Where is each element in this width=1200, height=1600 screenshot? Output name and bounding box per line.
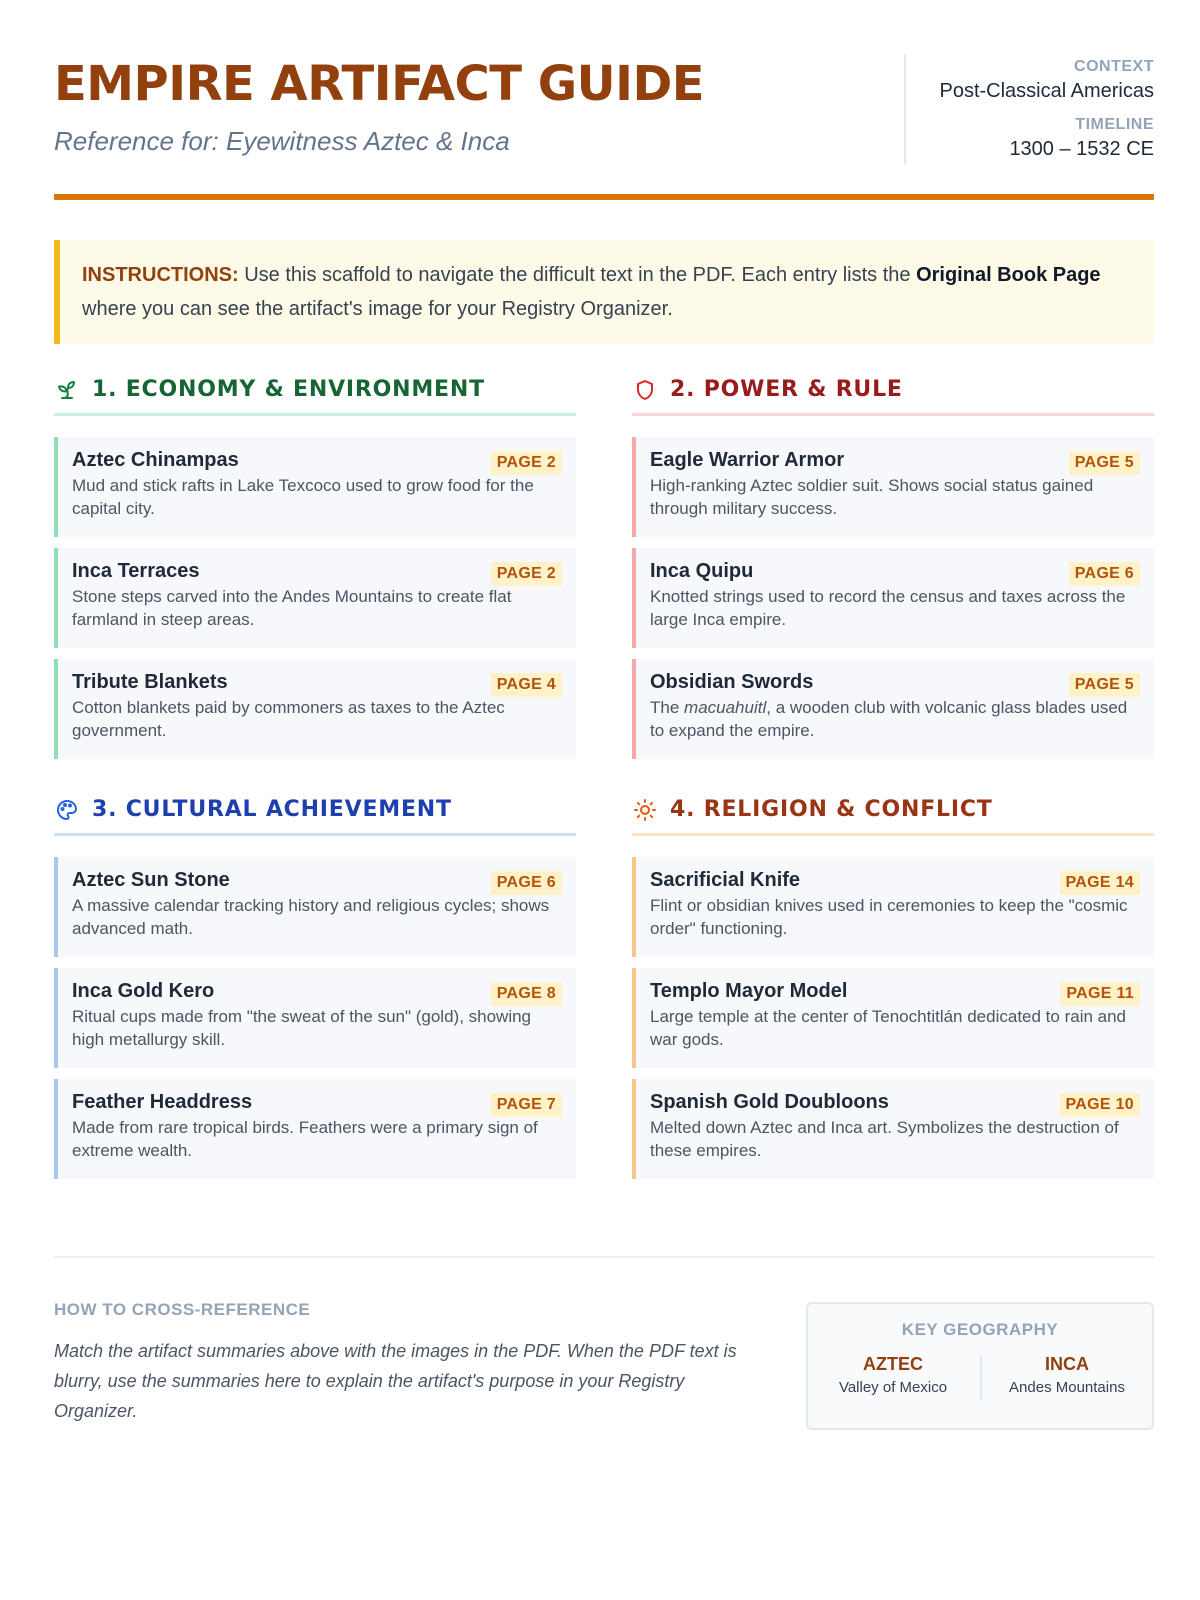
cross-reference-note	[54, 1300, 754, 1426]
artifact-desc: Ritual cups made from "the sweat of the sun" (gold), showing high metallurgy skill.	[72, 1007, 532, 1049]
page-badge: PAGE 4	[491, 673, 562, 697]
artifact-desc: A massive calendar tracking history and religious cycles; shows advanced math.	[72, 896, 550, 938]
instructions-box	[54, 240, 1154, 344]
desc-italic-term: macuahuitl	[684, 698, 767, 717]
section-header	[54, 370, 576, 416]
page-badge: PAGE 6	[1069, 562, 1140, 586]
section-culture	[54, 790, 576, 1160]
geo-name: AZTEC	[863, 1354, 923, 1374]
geo-place: Valley of Mexico	[838, 1379, 948, 1396]
timeline-label: TIMELINE	[1075, 116, 1154, 133]
header	[54, 0, 1154, 200]
artifact-desc: High-ranking Aztec soldier suit. Shows social status gained through military success.	[650, 476, 1094, 518]
artifact-desc: Flint or obsidian knives used in ceremonies to keep the "cosmic order" functioning.	[650, 896, 1128, 938]
artifact-name: Inca Gold Kero	[72, 980, 215, 1002]
artifact-desc: Melted down Aztec and Inca art. Symbolizes the destruction of these empires.	[650, 1118, 1119, 1160]
section-power	[632, 370, 1154, 740]
artifact-desc: Cotton blankets paid by commoners as taxes to the Aztec government.	[72, 698, 505, 740]
artifact-card	[54, 548, 576, 648]
page-title: EMPIRE ARTIFACT GUIDE	[54, 56, 705, 112]
artifact-desc: Made from rare tropical birds. Feathers were a primary sign of extreme wealth.	[72, 1118, 538, 1160]
artifact-desc	[650, 696, 1140, 742]
artifact-desc: Knotted strings used to record the census and taxes across the large Inca empire.	[650, 587, 1126, 629]
section-economy	[54, 370, 576, 740]
context-value: Post-Classical Americas	[939, 80, 1154, 102]
artifact-name: Obsidian Swords	[650, 671, 814, 693]
artifact-card	[54, 857, 576, 957]
artifact-name: Templo Mayor Model	[650, 980, 848, 1002]
page-badge: PAGE 7	[491, 1093, 562, 1117]
shield-icon	[632, 377, 658, 403]
artifact-card	[632, 437, 1154, 537]
page-subtitle: Reference for: Eyewitness Aztec & Inca	[54, 126, 510, 156]
artifact-card	[632, 857, 1154, 957]
desc-text: The	[650, 698, 685, 717]
artifact-name: Aztec Sun Stone	[72, 869, 230, 891]
context-label: CONTEXT	[1074, 58, 1154, 75]
geo-name: INCA	[1045, 1354, 1089, 1374]
footer-divider	[54, 1256, 1154, 1258]
artifact-name: Spanish Gold Doubloons	[650, 1091, 889, 1113]
artifact-card	[54, 968, 576, 1068]
page-badge: PAGE 2	[491, 562, 562, 586]
page-badge: PAGE 5	[1069, 451, 1140, 475]
instructions-text: Use this scaffold to navigate the difficult text in the PDF. Each entry lists the	[238, 264, 917, 286]
instructions-text-end: where you can see the artifact's image for your Registry Organizer.	[82, 298, 673, 320]
section-title: 2. POWER & RULE	[670, 377, 903, 402]
page-badge: PAGE 2	[491, 451, 562, 475]
sprout-icon	[54, 377, 80, 403]
desc-text: , a wooden club with volcanic glass blades used to expand the empire.	[650, 698, 1128, 740]
page-badge: PAGE 6	[491, 871, 562, 895]
artifact-name: Sacrificial Knife	[650, 869, 801, 891]
timeline-value: 1300 – 1532 CE	[1009, 138, 1154, 160]
section-title: 3. CULTURAL ACHIEVEMENT	[92, 797, 452, 822]
artifact-card	[632, 968, 1154, 1068]
artifact-name: Inca Quipu	[650, 560, 754, 582]
howto-title: HOW TO CROSS-REFERENCE	[54, 1300, 311, 1319]
artifact-card	[54, 659, 576, 759]
artifact-guide-page	[54, 0, 1154, 1421]
artifact-card	[54, 437, 576, 537]
section-header	[54, 790, 576, 836]
howto-text: Match the artifact summaries above with the images in the PDF. When the PDF text is blurry, use the summaries here to explain the artifact's purpose in your Registry Organizer.	[54, 1341, 737, 1421]
instructions-bold: Original Book Page	[916, 264, 1101, 286]
section-header	[632, 370, 1154, 416]
page-badge: PAGE 8	[491, 982, 562, 1006]
artifact-desc: Stone steps carved into the Andes Mountains to create flat farmland in steep areas.	[72, 587, 512, 629]
artifact-name: Tribute Blankets	[72, 671, 228, 693]
page-badge: PAGE 11	[1060, 982, 1140, 1006]
artifact-card	[632, 548, 1154, 648]
artifact-name: Inca Terraces	[72, 560, 200, 582]
artifact-card	[632, 1079, 1154, 1179]
palette-icon	[54, 797, 80, 823]
page-badge: PAGE 14	[1060, 871, 1141, 895]
meta-panel	[904, 54, 1154, 164]
artifact-card	[54, 1079, 576, 1179]
artifact-desc: Mud and stick rafts in Lake Texcoco used to grow food for the capital city.	[72, 476, 534, 518]
page-badge: PAGE 10	[1060, 1093, 1141, 1117]
page-badge: PAGE 5	[1069, 673, 1140, 697]
section-title: 1. ECONOMY & ENVIRONMENT	[92, 377, 485, 402]
artifact-card	[632, 659, 1154, 759]
section-religion	[632, 790, 1154, 1160]
section-header	[632, 790, 1154, 836]
section-title: 4. RELIGION & CONFLICT	[670, 797, 993, 822]
geo-aztec	[808, 1354, 978, 1396]
artifact-name: Eagle Warrior Armor	[650, 449, 845, 471]
artifact-desc: Large temple at the center of Tenochtitlán dedicated to rain and war gods.	[650, 1007, 1127, 1049]
geo-place: Andes Mountains	[1009, 1379, 1125, 1396]
geo-title: KEY GEOGRAPHY	[901, 1320, 1059, 1339]
key-geography-box	[806, 1302, 1154, 1430]
sun-icon	[632, 797, 658, 823]
instructions-lead: INSTRUCTIONS:	[82, 264, 239, 286]
artifact-name: Feather Headdress	[72, 1091, 253, 1113]
geo-inca	[982, 1354, 1152, 1396]
artifact-name: Aztec Chinampas	[72, 449, 239, 471]
